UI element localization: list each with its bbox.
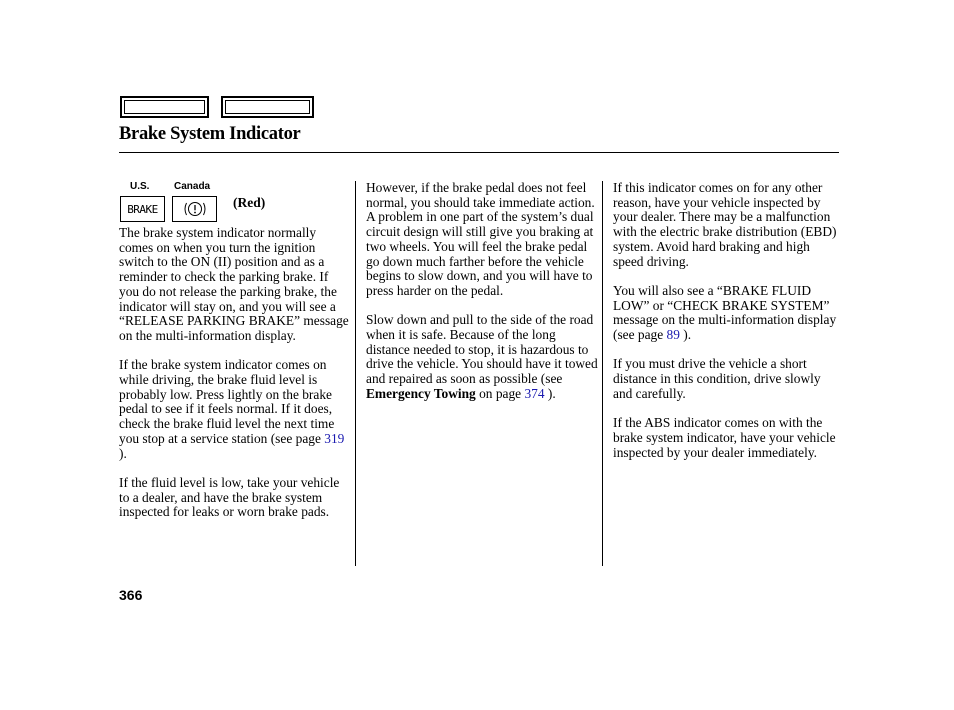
paragraph: If you must drive the vehicle a short distance in this condition, drive slowly and carefully. — [613, 356, 821, 401]
text-column-3 — [613, 181, 841, 475]
brake-indicator-icon — [120, 196, 165, 222]
brake-indicator-text: BRAKE — [127, 202, 158, 216]
column-divider-2 — [602, 181, 603, 566]
text-column-1 — [119, 226, 351, 535]
page-number: 366 — [119, 587, 143, 603]
paragraph: Slow down and pull to the side of the road when it is safe. Because of the long distance needed to stop, it is hazardous to drive the vehicle. You should have it towed and repaired as soon as possible (see Emergency Towing on page 374 ). — [366, 312, 598, 401]
paragraph: The brake system indicator normally comes on when you turn the ignition switch to the ON (II) position and as a reminder to check the parking brake. If you do not release the parking brake, the indicator will stay on, and you will see a “RELEASE PARKING BRAKE” message on the multi-information display. — [119, 225, 349, 343]
page-title: Brake System Indicator — [119, 124, 301, 144]
column-divider-1 — [355, 181, 356, 566]
brake-warning-circle-icon — [172, 196, 217, 222]
paragraph: However, if the brake pedal does not feel normal, you should take immediate action. A problem in one part of the system’s dual circuit design will still give you braking at two wheels. You will feel the brake pedal go down much farther before the vehicle begins to slow down, and you will have to press harder on the pedal. — [366, 180, 595, 298]
emergency-towing-reference: Emergency Towing — [366, 385, 476, 401]
page-link-319[interactable]: 319 — [324, 430, 345, 446]
paragraph: If the ABS indicator comes on with the brake system indicator, have your vehicle inspected by your dealer immediately. — [613, 415, 836, 460]
paragraph: If the brake system indicator comes on while driving, the brake fluid level is probably low. Press lightly on the brake pedal to see if it feels normal. If it does, check the brake fluid level the next time you stop at a service station (see page 319 ). — [119, 357, 345, 461]
section-tab-box-2 — [221, 96, 314, 118]
exclamation-circle-icon — [182, 199, 208, 219]
paragraph: If the fluid level is low, take your vehicle to a dealer, and have the brake system inspected for leaks or worn brake pads. — [119, 474, 340, 520]
indicator-color-label: (Red) — [233, 195, 266, 210]
page-link-374[interactable]: 374 — [524, 385, 545, 401]
section-tab-box-1 — [120, 96, 209, 118]
page-link-89[interactable]: 89 — [666, 327, 680, 343]
paragraph: If this indicator comes on for any other reason, have your vehicle inspected by your dealer. There may be a malfunction with the electric brake distribution (EBD) system. Avoid hard braking and high speed driving. — [613, 180, 837, 269]
indicator-label-us: U.S. — [130, 181, 150, 192]
text-column-2 — [366, 181, 598, 416]
indicator-label-canada: Canada — [174, 181, 211, 192]
paragraph: You will also see a “BRAKE FLUID LOW” or “CHECK BRAKE SYSTEM” message on the multi-information display (see page 89 ). — [613, 282, 837, 343]
title-divider — [119, 152, 839, 153]
